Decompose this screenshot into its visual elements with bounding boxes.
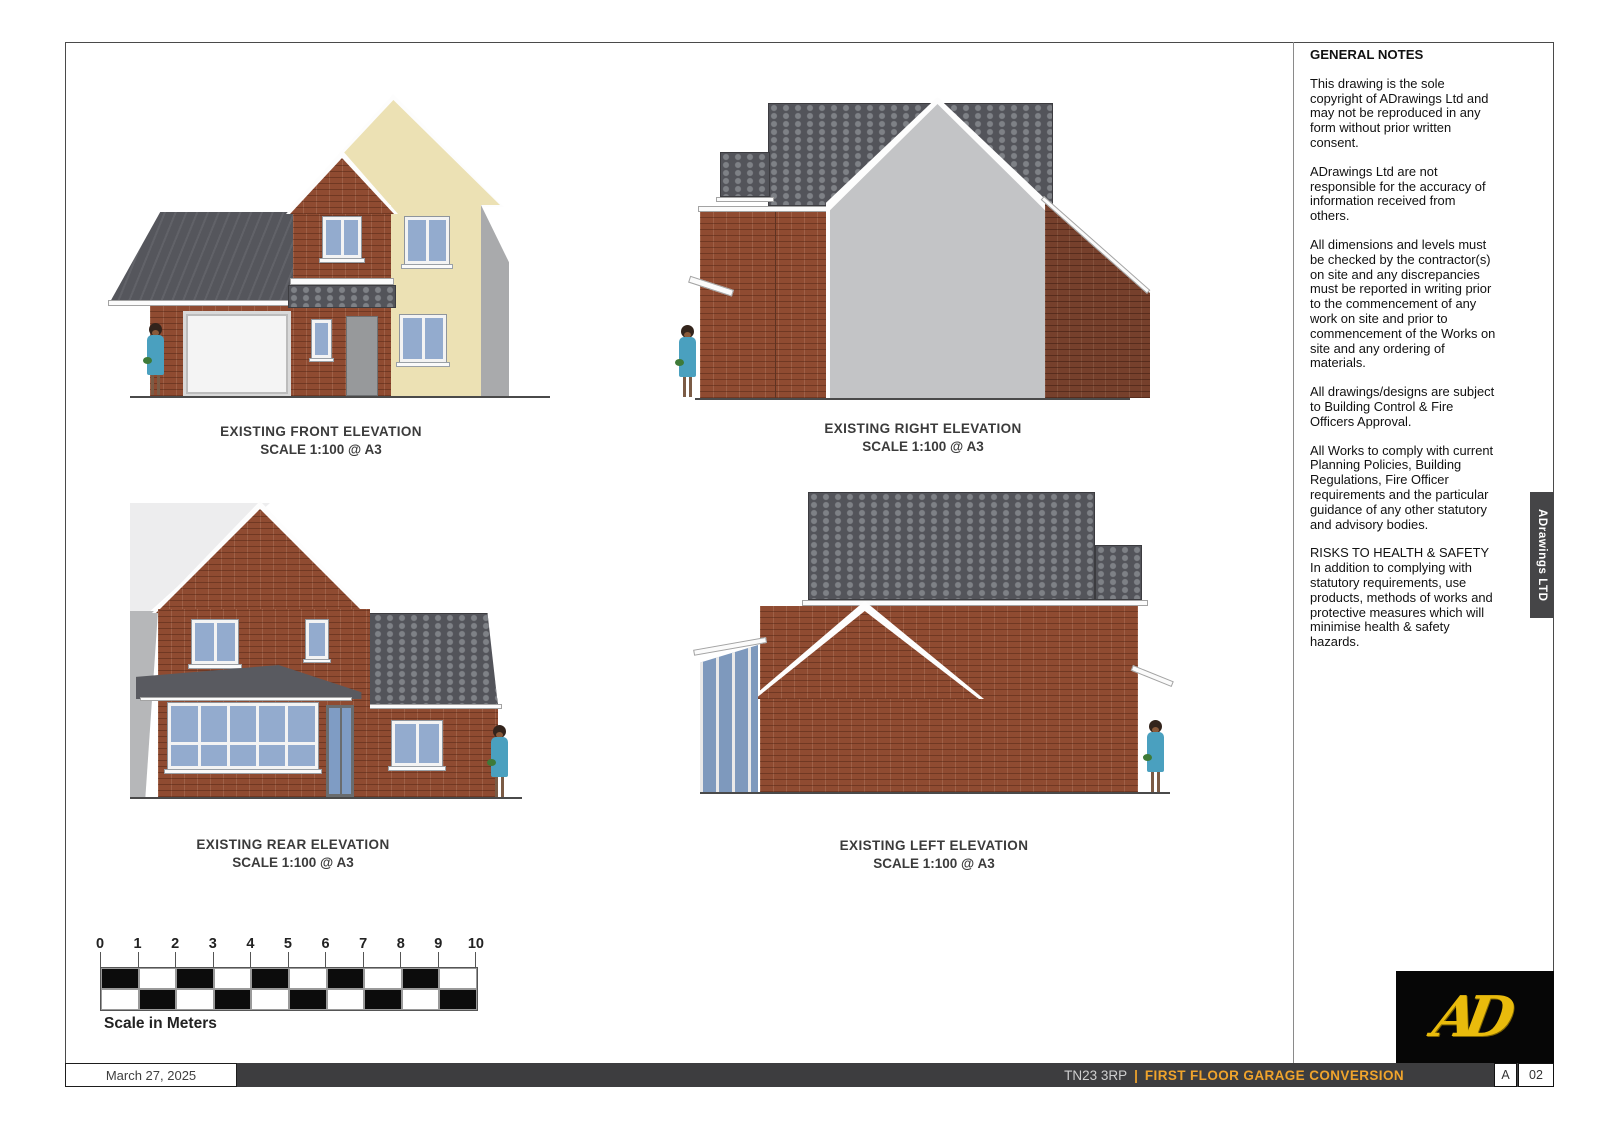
- scale-tick-label: 10: [467, 936, 484, 952]
- figure-dress: [679, 337, 696, 377]
- porch-fascia: [290, 278, 394, 285]
- scale-bar-checker: [100, 967, 478, 1011]
- logo-monogram: AD: [1428, 984, 1508, 1050]
- figure-leg: [157, 375, 160, 395]
- right-elevation-drawing: [670, 90, 1160, 410]
- garage-door: [186, 314, 288, 394]
- title-bar: [65, 1063, 1554, 1087]
- scale-figure: [144, 323, 168, 397]
- porch-tile-roof: [288, 285, 396, 308]
- scale-tick-label: 6: [321, 936, 330, 952]
- scale-tick-label: 7: [359, 936, 368, 952]
- ground-line: [695, 398, 1130, 400]
- elevation-scale: SCALE 1:100 @ A3: [862, 439, 984, 454]
- rear-side-return-wall: [130, 611, 158, 797]
- rear-extension-roof: [348, 613, 498, 706]
- figure-bag: [143, 357, 152, 364]
- figure-leg: [1151, 772, 1154, 792]
- window-sill: [396, 362, 450, 367]
- scale-bar-caption: Scale in Meters: [104, 1015, 217, 1032]
- figure-dress: [1147, 732, 1164, 772]
- scale-tick-label: 0: [95, 936, 105, 952]
- figure-leg: [151, 375, 154, 395]
- figure-bag: [487, 759, 496, 766]
- scale-figure: [676, 325, 700, 399]
- window-sill: [401, 264, 453, 269]
- ground-line: [130, 797, 522, 799]
- elevation-title: EXISTING FRONT ELEVATION: [220, 424, 422, 439]
- general-notes-title: GENERAL NOTES: [1310, 47, 1424, 62]
- window-sill: [164, 769, 322, 774]
- scale-tick-label: 9: [434, 936, 443, 952]
- front-upper-right-window: [405, 217, 449, 264]
- rear-patio-door: [326, 705, 354, 797]
- general-notes: [1310, 48, 1498, 664]
- figure-leg: [689, 377, 692, 397]
- window-sill: [303, 659, 331, 663]
- rear-bay-window: [168, 703, 318, 769]
- figure-leg: [501, 777, 504, 797]
- note-paragraph: RISKS TO HEALTH & SAFETY In addition to complying with statutory requirements, use products, methods of works and protective measures which will minimise health & safety hazards.: [1310, 545, 1493, 650]
- right-brick-wall: [700, 212, 832, 398]
- front-wall-shadow: [481, 205, 509, 396]
- note-paragraph: All dimensions and levels must be checked by the contractor(s) on site and any discrepancies must be reported in writing prior to the commencement of any work on site and prior to commencement of the Works on site and any ordering of materials.: [1310, 236, 1496, 371]
- elevation-scale: SCALE 1:100 @ A3: [260, 442, 382, 457]
- checker-row: [101, 968, 477, 989]
- wall-joint-line: [775, 212, 776, 398]
- scale-tick-label: 5: [283, 936, 292, 952]
- scale-tick-label: 4: [246, 936, 255, 952]
- elevation-scale: SCALE 1:100 @ A3: [232, 855, 354, 870]
- scale-bar-labels: [82, 936, 494, 952]
- front-hall-window: [312, 320, 331, 358]
- note-paragraph: ADrawings Ltd are not responsible for the accuracy of information received from others.: [1310, 163, 1486, 224]
- rear-upper-right-window: [306, 620, 328, 659]
- window-sill: [388, 766, 446, 771]
- left-main-roof: [808, 492, 1095, 600]
- window-sill: [319, 258, 365, 263]
- front-lower-right-window: [400, 315, 446, 362]
- figure-dress: [491, 737, 508, 777]
- drawing-date: March 27, 2025: [105, 1067, 197, 1083]
- rear-elevation-drawing: [120, 485, 540, 807]
- project-name: FIRST FLOOR GARAGE CONVERSION: [1144, 1067, 1404, 1083]
- scale-tick-label: 1: [133, 936, 142, 952]
- left-elevation-drawing: [690, 485, 1190, 810]
- figure-bag: [1143, 754, 1152, 761]
- bay-fascia: [140, 697, 352, 701]
- scale-figure: [1144, 720, 1168, 794]
- figure-leg: [1157, 772, 1160, 792]
- scale-tick-label: 3: [208, 936, 217, 952]
- window-sill: [188, 664, 242, 669]
- scale-figure: [488, 725, 512, 799]
- ground-line: [130, 396, 550, 398]
- roof-fascia: [716, 197, 774, 202]
- figure-leg: [683, 377, 686, 397]
- revision-letter: A: [1501, 1068, 1510, 1082]
- right-elevation-caption: [733, 421, 1113, 454]
- front-elevation-caption: [131, 424, 511, 457]
- scale-bar-ticks: [100, 952, 476, 967]
- elevation-title: EXISTING RIGHT ELEVATION: [824, 421, 1022, 436]
- company-side-tab-label: ADrawings LTD: [1536, 508, 1548, 602]
- note-paragraph: All Works to comply with current Planning Policies, Building Regulations, Fire Officer requirements and the particular guidance of any other statutory and advisory bodies.: [1310, 442, 1494, 532]
- sheet-number-box: [1518, 1063, 1554, 1087]
- garage-roof: [110, 212, 296, 302]
- figure-bag: [675, 359, 684, 366]
- scale-tick-label: 2: [171, 936, 180, 952]
- elevation-scale: SCALE 1:100 @ A3: [873, 856, 995, 871]
- front-tower-window: [323, 217, 361, 258]
- notes-divider-line: [1293, 42, 1294, 1063]
- rear-upper-left-window: [192, 620, 238, 664]
- company-logo: [1396, 971, 1554, 1063]
- company-side-tab: [1530, 492, 1554, 618]
- sheet-number: 02: [1529, 1068, 1543, 1082]
- front-elevation-drawing: [100, 90, 560, 410]
- left-main-wall: [760, 606, 1138, 792]
- scale-tick-label: 8: [396, 936, 405, 952]
- left-elevation-caption: [744, 838, 1124, 871]
- figure-leg: [495, 777, 498, 797]
- right-lower-roof: [720, 152, 770, 197]
- revision-box: [1494, 1063, 1517, 1087]
- right-extension-wall: [1045, 200, 1150, 398]
- figure-dress: [147, 335, 164, 375]
- conservatory-glazing: [700, 645, 758, 792]
- rear-extension-window: [392, 721, 442, 766]
- elevation-title: EXISTING LEFT ELEVATION: [839, 838, 1029, 853]
- rear-elevation-caption: [103, 837, 483, 870]
- ground-line: [700, 792, 1170, 794]
- window-sill: [309, 358, 334, 362]
- note-paragraph: All drawings/designs are subject to Building Control & Fire Officers Approval.: [1310, 384, 1495, 429]
- note-paragraph: This drawing is the sole copyright of ADrawings Ltd and may not be reproduced in any form without prior written consent.: [1310, 75, 1489, 150]
- left-step-roof: [1095, 545, 1142, 600]
- site-postcode: TN23 3RP: [1064, 1067, 1128, 1083]
- project-title-text: [1064, 1063, 1404, 1087]
- checker-row: [101, 989, 477, 1010]
- title-separator: |: [1134, 1067, 1138, 1083]
- front-door: [346, 316, 378, 396]
- date-box: [65, 1063, 237, 1087]
- elevation-title: EXISTING REAR ELEVATION: [196, 837, 390, 852]
